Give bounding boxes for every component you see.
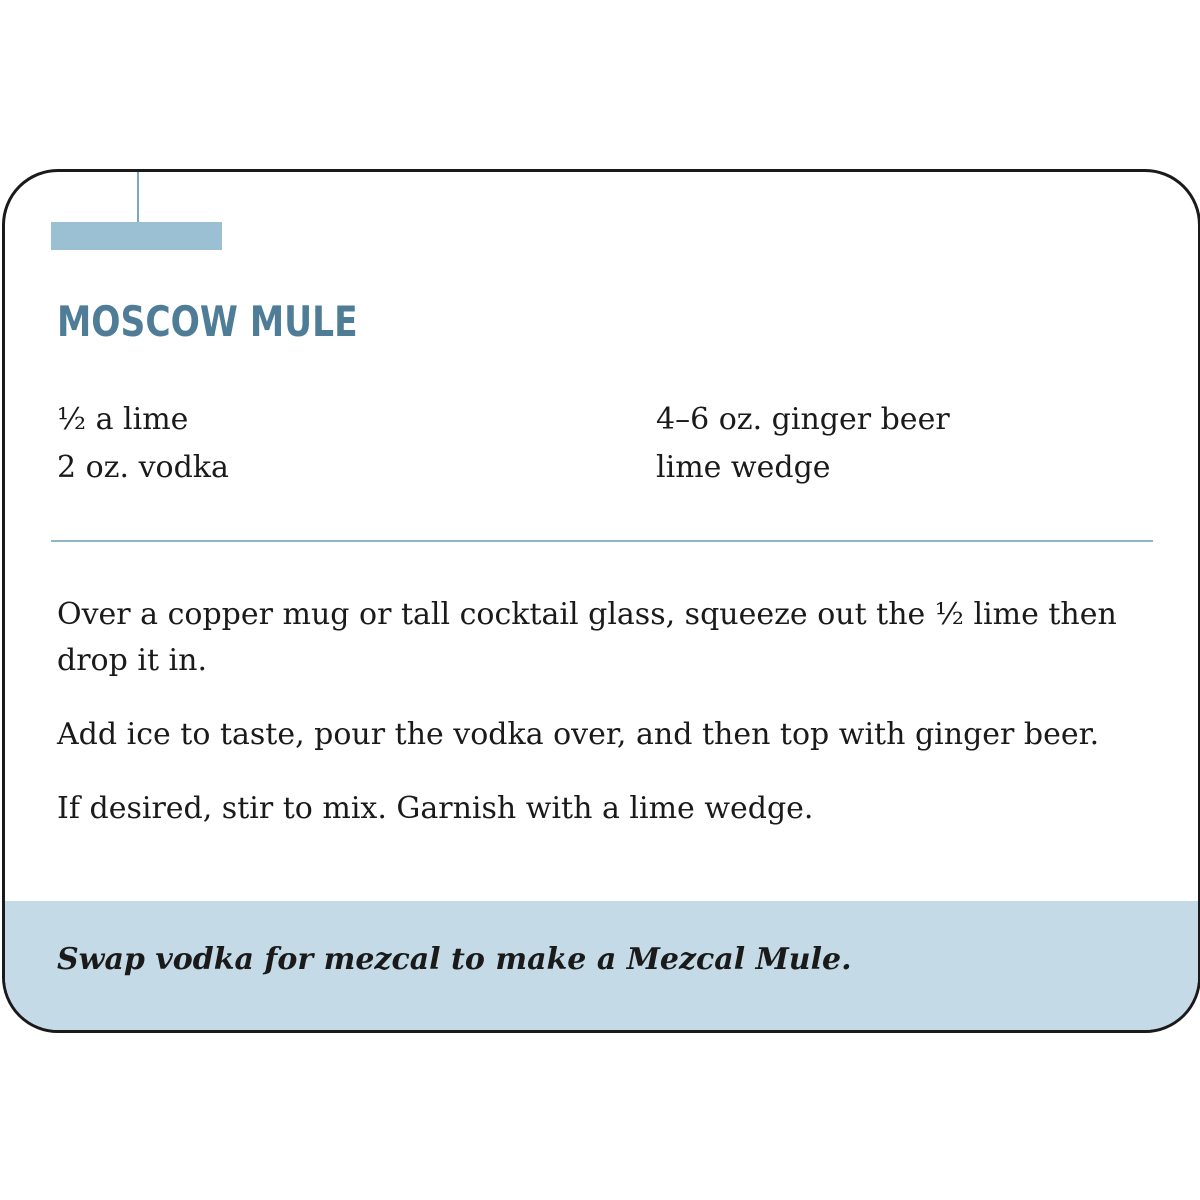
recipe-title: MOSCOW MULE <box>57 297 358 346</box>
ingredient-item: 4–6 oz. ginger beer <box>656 402 950 437</box>
recipe-card <box>2 169 1200 1033</box>
instructions <box>57 592 1157 860</box>
section-divider <box>51 540 1153 542</box>
instruction-step: Over a copper mug or tall cocktail glass, squeeze out the ½ lime then drop it in. <box>57 597 1117 678</box>
tip-text: Swap vodka for mezcal to make a Mezcal Mule. <box>57 942 852 977</box>
ingredient-item: ½ a lime <box>57 402 189 437</box>
tab-bar-decoration <box>51 222 222 250</box>
instruction-step: Add ice to taste, pour the vodka over, and then top with ginger beer. <box>57 717 1100 752</box>
ingredients-left-column <box>57 396 229 492</box>
instruction-step: If desired, stir to mix. Garnish with a lime wedge. <box>57 791 814 826</box>
ingredient-item: lime wedge <box>656 450 831 485</box>
ingredients-right-column <box>656 396 950 492</box>
ingredient-item: 2 oz. vodka <box>57 450 229 485</box>
tab-line-decoration <box>137 172 139 222</box>
